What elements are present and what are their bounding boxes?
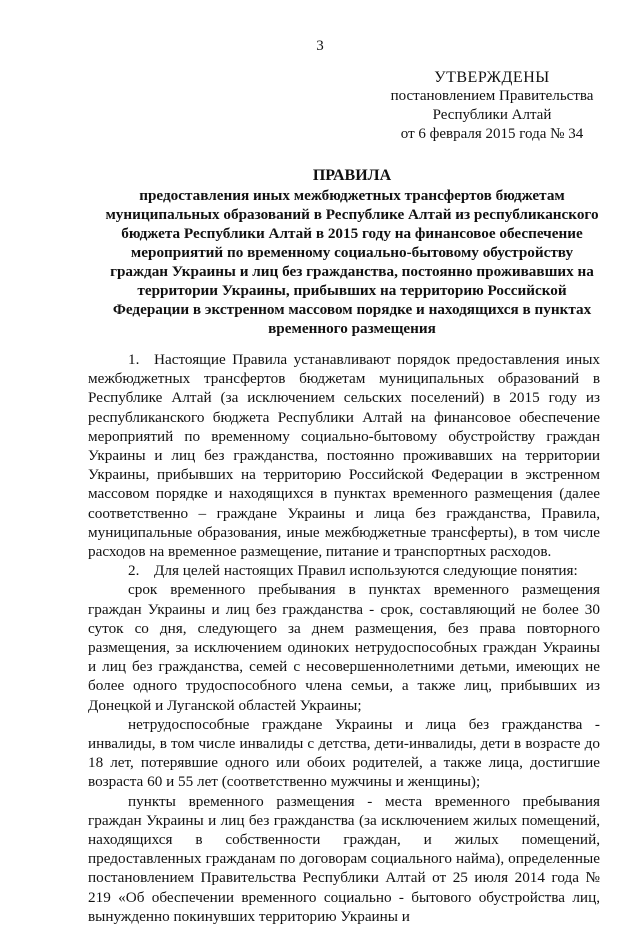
paragraph bbox=[88, 715, 600, 792]
paragraph-text: пункты временного размещения - места временного пребывания граждан Украины и лиц без гражданства (за исключением жилых помещений, находящихся в собственности граждан, и жилых помещений, предоставленных гражданам по договорам социального найма), определенные постановлением Правительства Республики Алтай от 25 июля 2014 года № 219 «Об обеспечении временного социально - бытового обустройства лиц, вынужденно покинувших территорию Украины и bbox=[88, 792, 600, 925]
paragraph-text: нетрудоспособные граждане Украины и лица без гражданства - инвалиды, в том числе инвалиды с детства, дети-инвалиды, дети в возрасте до 18 лет, потерявшие одного или обоих родителей, а также лица, достигшие возраста 60 и 55 лет (соответственно мужчины и женщины); bbox=[88, 715, 600, 791]
page-number: 3 bbox=[316, 38, 324, 54]
paragraph-text: срок временного пребывания в пунктах временного размещения граждан Украины и лиц без гражданства - срок, составляющий не более 30 суток со дня, следующего за днем размещения, без права повторного размещения, за исключением одиноких нетрудоспособных граждан Украины и лиц без гражданства, семей с несовершеннолетними детьми, имеющих не более одного трудоспособного члена семьи, а также лиц, прибывших из Донецкой и Луганской областей Украины; bbox=[88, 581, 600, 714]
approval-heading: УТВЕРЖДЕНЫ bbox=[434, 69, 550, 86]
document-title-block bbox=[104, 166, 600, 338]
document-subtitle: предоставления иных межбюджетных трансфертов бюджетам муниципальных образований в Республике Алтай из республиканского бюджета Республики Алтай в 2015 году на финансовое обеспечение мероприятий по временному социально-бытовому обустройству граждан Украины и лиц без гражданства, постоянно проживавших на территории Украины, прибывших на территорию Российской Федерации в экстренном массовом порядке и находящихся в пунктах временного размещения bbox=[105, 187, 599, 337]
paragraph-number: 1. bbox=[128, 351, 140, 368]
paragraph-text: Для целей настоящих Правил используются следующие понятия: bbox=[154, 562, 578, 580]
document-body bbox=[88, 350, 600, 926]
document-title: ПРАВИЛА bbox=[312, 167, 392, 184]
approval-line-2: Республики Алтай bbox=[432, 107, 552, 123]
approval-line-3: от 6 февраля 2015 года № 34 bbox=[400, 126, 584, 142]
paragraph bbox=[88, 580, 600, 714]
paragraph bbox=[88, 792, 600, 926]
approval-line-1: постановлением Правительства bbox=[390, 88, 594, 104]
paragraph bbox=[88, 350, 600, 561]
paragraph-text: Настоящие Правила устанавливают порядок предоставления иных межбюджетных трансфертов бюджетам муниципальных образований в Республике Алтай (за исключением сельских поселений) в 2015 году из республиканского бюджета Республики Алтай на финансовое обеспечение мероприятий по временному социально-бытовому обустройству граждан Украины и лиц без гражданства, постоянно проживавших на территории Украины, прибывших на территорию Российской Федерации в экстренном массовом порядке и находящихся в пунктах временного размещения (далее соответственно – граждане Украины и лица без гражданства, Правила, муниципальные образования, иные межбюджетные трансферты), в том числе расходов на временное размещение, питание и транспортных расходов. bbox=[88, 351, 600, 561]
paragraph bbox=[88, 561, 600, 580]
paragraph-number: 2. bbox=[128, 562, 140, 580]
approval-stamp bbox=[372, 68, 612, 144]
